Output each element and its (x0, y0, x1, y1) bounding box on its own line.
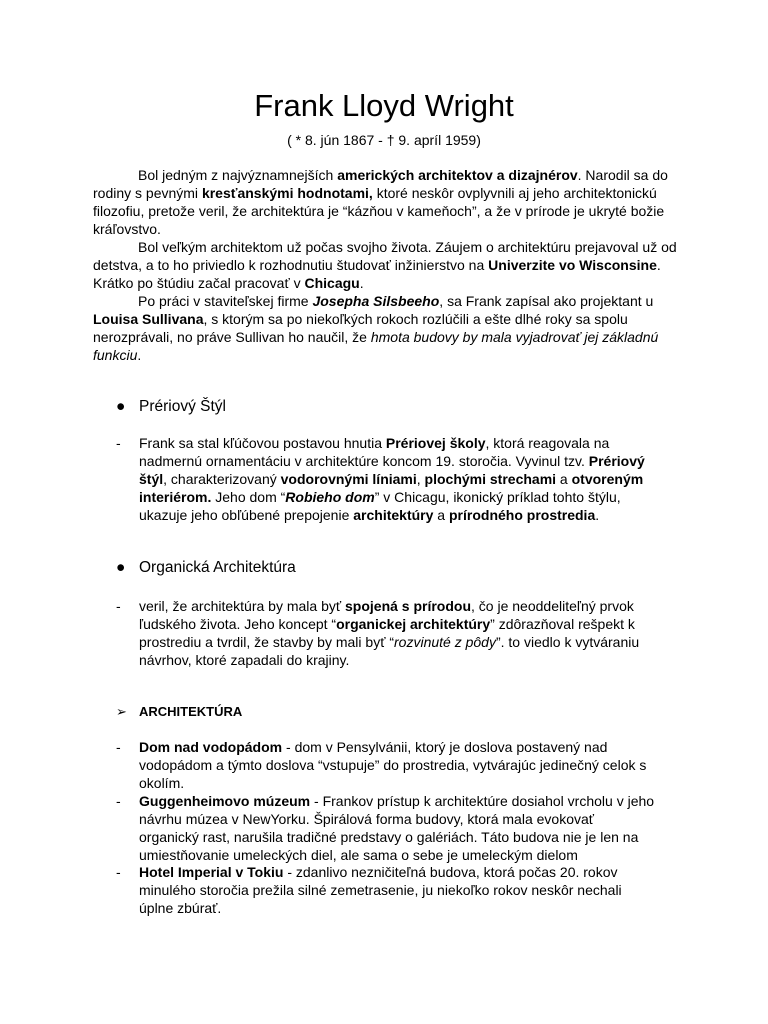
organic-architecture-item (116, 597, 656, 669)
intro-text (93, 166, 678, 364)
building-name: Hotel Imperial v Tokiu (139, 864, 284, 880)
intro-paragraph-1: Bol jedným z najvýznamnejších amerických architektov a dizajnérov. Narodil sa do rodiny s pevnými kresťanskými hodnotami, ktoré neskôr ovplyvnili aj jeho architektonickú filozofiu, pretože veril, že architektúra je “kázňou v kameňoch”, a že v prírode je ukryté božie kráľovstvo. (93, 167, 668, 237)
bullet-icon: ● (116, 398, 126, 415)
building-name: Dom nad vodopádom (139, 739, 283, 755)
intro-paragraph-2: Bol veľkým architektom už počas svojho života. Záujem o architektúru prejavoval už od detstva, a to ho priviedlo k rozhodnutiu študovať inžinierstvo na Univerzite vo Wisconsine. Krátko po štúdiu začal pracovať v Chicagu. (93, 239, 677, 291)
building-item-imperial-hotel: - Hotel Imperial v Tokiu - zdanlivo nezničiteľná budova, ktorá počas 20. rokov minulého storočia prežila silné zemetrasenie, ju niekoľko rokov neskôr nechali úplne zbúrať. (116, 864, 622, 916)
building-name: Guggenheimovo múzeum (139, 793, 311, 809)
arrow-bullet-icon: ➢ (116, 704, 127, 719)
section-heading-architecture: ➢ ARCHITEKTÚRA (116, 704, 243, 719)
intro-paragraph-3: Po práci v staviteľskej firme Josepha Silsbeeho, sa Frank zapísal ako projektant u Louisa Sullivana, s ktorým sa po niekoľkých rokoch rozlúčili a ešte dlhé roky sa spolu nerozprávali, no práve Sullivan ho naučil, že hmota budovy by mala vyjadrovať jej základnú funkciu. (93, 293, 659, 363)
page-title: Frank Lloyd Wright (254, 88, 514, 123)
building-item-guggenheim: - Guggenheimovo múzeum - Frankov prístup k architektúre dosiahol vrcholu v jeho návrhu múzea v NewYorku. Špirálová forma budovy, ktorá mala evokovať organický rast, narušila tradičné predstavy o galériách. Táto budova nie je len na umiestňovanie umeleckých diel, ale sama o sebe je umeleckým dielom (116, 793, 655, 863)
dash-marker: - (116, 739, 121, 755)
organic-architecture-text: veril, že architektúra by mala byť spojená s prírodou, čo je neoddeliteľný prvok ľudského života. Jeho koncept “organickej architektúry” zdôrazňoval rešpekt k prostrediu a tvrdil, že stavby by mali byť “rozvinuté z pôdy”. to viedlo k vytváraniu návrhov, ktoré zapadali do krajiny. (139, 598, 640, 668)
dash-marker: - (116, 793, 121, 809)
prairie-style-text: Frank sa stal kľúčovou postavou hnutia Prériovej školy, ktorá reagovala na nadmernú ornamentáciu v architektúre koncom 19. storočia. Vyvinul tzv. Prériový štýl, charakterizovaný vodorovnými líniami, plochými strechami a otvoreným interiérom. Jeho dom “Robieho dom” v Chicagu, ikonický príklad tohto štýlu, ukazuje jeho obľúbené prepojenie architektúry a prírodného prostredia. (139, 435, 645, 523)
section-heading-prairie-style: ● Prériový Štýl (116, 398, 226, 415)
section-heading-organic-architecture: ● Organická Architektúra (116, 559, 296, 576)
prairie-style-item (116, 434, 656, 524)
dash-marker: - (116, 598, 121, 614)
life-dates: ( * 8. jún 1867 - † 9. apríl 1959) (287, 132, 481, 148)
dash-marker: - (116, 864, 121, 880)
dash-marker: - (116, 435, 121, 451)
building-item-fallingwater: - Dom nad vodopádom - dom v Pensylvánii, ktorý je doslova postavený nad vodopádom a týmto doslova “vstupuje” do prostredia, vytvárajúc jedinečný celok s okolím. (116, 739, 647, 791)
bullet-icon: ● (116, 559, 126, 576)
